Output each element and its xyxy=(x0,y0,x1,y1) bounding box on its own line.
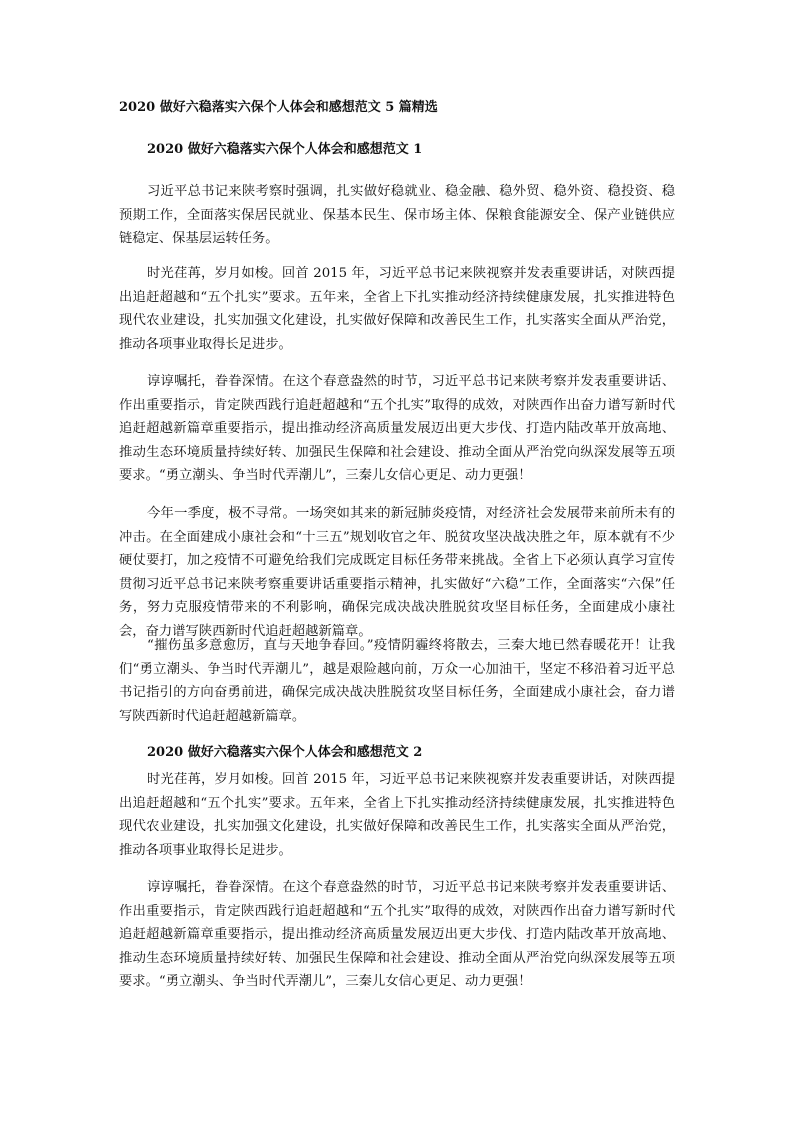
paragraph-1-5: “摧伤虽多意愈厉，直与天地争春回。”疫情阴霾终将散去，三秦大地已然春暖花开！让我们“勇立潮头、争当时代弄潮儿”，越是艰险越向前，万众一心加油干，坚定不移沿着习近平总书记指引的方向奋勇前进，确保完成决战决胜脱贫攻坚目标任务，全面建成小康社会，奋力谱写陕西新时代追赶超越新篇章。 xyxy=(119,638,675,724)
paragraph-1-4: 今年一季度，极不寻常。一场突如其来的新冠肺炎疫情，对经济社会发展带来前所未有的冲击。在全面建成小康社会和“十三五”规划收官之年、脱贫攻坚决战决胜之年，原本就有不少硬仗要打，加之疫情不可避免给我们完成既定目标任务带来挑战。全省上下必须认真学习宣传贯彻习近平总书记来陕考察重要讲话重要指示精神，扎实做好“六稳”工作，全面落实“六保”任务，努力克服疫情带来的不利影响，确保完成决战决胜脱贫攻坚目标任务，全面建成小康社会，奋力谱写陕西新时代追赶超越新篇章。 xyxy=(119,506,675,639)
section-heading-1: 2020 做好六稳落实六保个人体会和感想范文 1 xyxy=(147,142,423,157)
paragraph-1-1: 习近平总书记来陕考察时强调，扎实做好稳就业、稳金融、稳外贸、稳外资、稳投资、稳预期工作，全面落实保居民就业、保基本民生、保市场主体、保粮食能源安全、保产业链供应链稳定、保基层运转任务。 xyxy=(119,184,675,247)
section-heading-2: 2020 做好六稳落实六保个人体会和感想范文 2 xyxy=(147,745,423,760)
paragraph-1-2: 时光荏苒，岁月如梭。回首 2015 年，习近平总书记来陕视察并发表重要讲话，对陕西提出追赶超越和“五个扎实”要求。五年来，全省上下扎实推动经济持续健康发展，扎实推进特色现代农业建设，扎实加强文化建设，扎实做好保障和改善民生工作，扎实落实全面从严治党，推动各项事业取得长足进步。 xyxy=(119,266,675,352)
document-title: 2020 做好六稳落实六保个人体会和感想范文 5 篇精选 xyxy=(119,100,438,115)
paragraph-1-3: 谆谆嘱托，眷眷深情。在这个春意盎然的时节，习近平总书记来陕考察并发表重要讲话、作出重要指示，肯定陕西践行追赶超越和“五个扎实”取得的成效，对陕西作出奋力谱写新时代追赶超越新篇章重要指示，提出推动经济高质量发展迈出更大步伐、打造内陆改革开放高地、推动生态环境质量持续好转、加强民生保障和社会建设、推动全面从严治党向纵深发展等五项要求。“勇立潮头、争当时代弄潮儿”，三秦儿女信心更足、动力更强！ xyxy=(119,374,675,484)
paragraph-2-2: 谆谆嘱托，眷眷深情。在这个春意盎然的时节，习近平总书记来陕考察并发表重要讲话、作出重要指示，肯定陕西践行追赶超越和“五个扎实”取得的成效，对陕西作出奋力谱写新时代追赶超越新篇章重要指示，提出推动经济高质量发展迈出更大步伐、打造内陆改革开放高地、推动生态环境质量持续好转、加强民生保障和社会建设、推动全面从严治党向纵深发展等五项要求。“勇立潮头、争当时代弄潮儿”，三秦儿女信心更足、动力更强！ xyxy=(119,880,675,990)
paragraph-2-1: 时光荏苒，岁月如梭。回首 2015 年，习近平总书记来陕视察并发表重要讲话，对陕西提出追赶超越和“五个扎实”要求。五年来，全省上下扎实推动经济持续健康发展，扎实推进特色现代农业建设，扎实加强文化建设，扎实做好保障和改善民生工作，扎实落实全面从严治党，推动各项事业取得长足进步。 xyxy=(119,772,675,858)
